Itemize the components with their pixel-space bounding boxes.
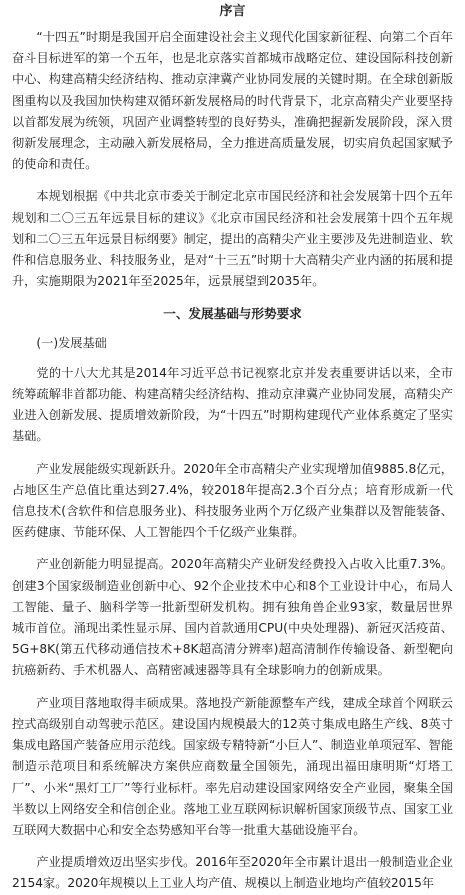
- intro-paragraph: “十四五”时期是我国开启全面建设社会主义现代化国家新征程、向第二个百年奋斗目标进军的第一个五年，也是北京落实首都城市战略定位、建设国际科技创新中心、构建高精尖经济结构、推动京津冀产业协同发展的关键时期。在全球创新版图重构以及我国加快构建双循环新发展格局的时代背景下，北京高精尖产业要坚持以首都发展为统领，巩固产业调整转型的良好势头，准确把握新发展阶段，深入贯彻新发展理念，主动融入新发展格局，全力推进高质量发展，切实肩负起国家赋予的使命和责任。: [12, 30, 453, 172]
- body-paragraph: 产业创新能力明显提高。2020年高精尖产业研发经费投入占收入比重7.3%。创建3个国家级制造业创新中心、92个企业技术中心和8个工业设计中心，布局人工智能、量子、脑科学等一批新型研发机构。拥有独角兽企业93家，数量居世界城市首位。涌现出柔性显示屏、国内首款通用CPU(中央处理器)、新冠灭活疫苗、5G+8K(第五代移动通信技术+8K超高清分辨率)超高清制作传输设备、新型靶向抗癌新药、手术机器人、高精密减速器等具有全球影响力的创新成果。: [12, 557, 453, 678]
- body-paragraph: 产业发展能级实现新跃升。2020年全市高精尖产业实现增加值9885.8亿元，占地区生产总值比重达到27.4%，较2018年提高2.3个百分点；培育形成新一代信息技术(含软件和信息服务业)、科技服务业两个万亿级产业集群以及智能装备、医药健康、节能环保、人工智能四个千亿级产业集群。: [12, 461, 453, 540]
- body-paragraph: 产业项目落地取得丰硕成果。落地投产新能源整车产线，建成全球首个网联云控式高级别自动驾驶示范区。建设国内规模最大的12英寸集成电路生产线、8英寸集成电路国产装备应用示范线。国家级专精特新“小巨人”、制造业单项冠军、智能制造示范项目和系统解决方案供应商数量全国领先，涌现出福田康明斯“灯塔工厂”、小米“黑灯工厂”等行业标杆。率先启动建设国家网络安全产业园，聚集全国半数以上网络安全和信创企业。落地工业互联网标识解析国家顶级节点、国家工业互联网大数据中心和安全态势感知平台等一批重大基础设施平台。: [12, 695, 453, 837]
- intro-paragraph: 本规划根据《中共北京市委关于制定北京市国民经济和社会发展第十四个五年规划和二〇三五年远景目标的建议》《北京市国民经济和社会发展第十四个五年规划和二〇三五年远景目标纲要》制定，提出的高精尖产业主要涉及先进制造业、软件和信息服务业、科技服务业，是对“十三五”时期十大高精尖产业内涵的拓展和提升，实施期限为2021年至2025年，远景展望到2035年。: [12, 189, 453, 289]
- section-heading: 一、发展基础与形势要求: [163, 306, 302, 322]
- body-paragraph: 党的十八大尤其是2014年习近平总书记视察北京并发表重要讲话以来，全市统筹疏解非首都功能、构建高精尖经济结构、推动京津冀产业协同发展，高精尖产业进入创新发展、提质增效新阶段，为“十四五”时期构建现代产业体系奠定了坚实基础。: [12, 365, 453, 444]
- body-paragraph: 产业提质增效迈出坚实步伐。2016年至2020年全市累计退出一般制造业企业2154家。2020年规模以上工业人均产值、规模以上制造业地均产值较2015年: [12, 855, 453, 891]
- subsection-heading: (一)发展基础: [36, 335, 107, 350]
- document-title: 序言: [219, 4, 246, 19]
